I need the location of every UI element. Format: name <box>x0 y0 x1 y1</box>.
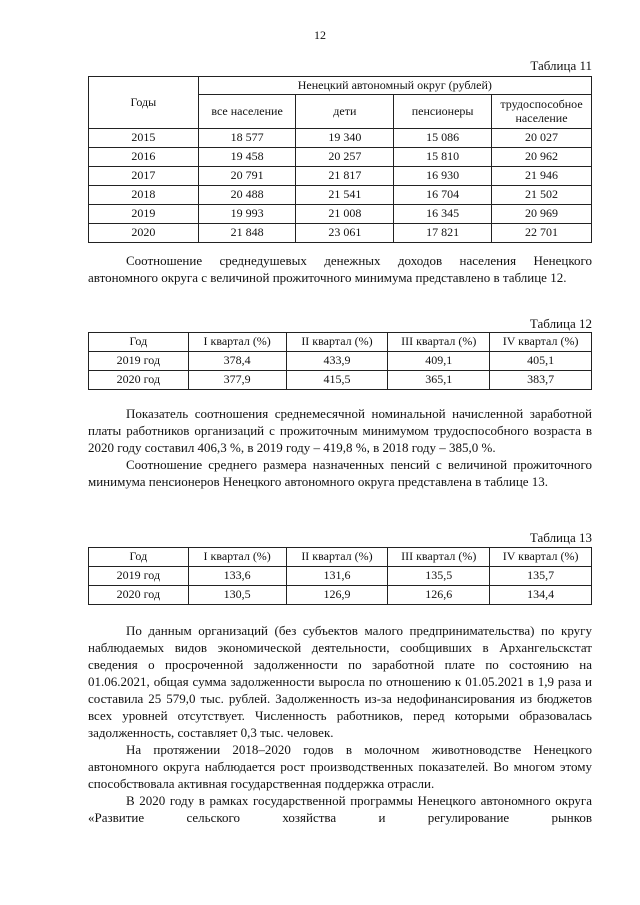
value-cell: 415,5 <box>286 371 388 390</box>
value-cell: 131,6 <box>286 567 388 586</box>
table-13 <box>88 547 592 605</box>
col-header: все население <box>198 95 296 129</box>
value-cell: 20 027 <box>492 129 592 148</box>
value-cell: 433,9 <box>286 352 388 371</box>
table-row <box>89 224 592 243</box>
value-cell: 19 458 <box>198 148 296 167</box>
paragraph-1: Соотношение среднедушевых денежных доходов населения Ненецкого автономного округа с величиной прожиточного минимума представлено в таблице 12. <box>88 253 592 285</box>
table-row <box>89 567 592 586</box>
value-cell: 133,6 <box>188 567 286 586</box>
table-12 <box>88 332 592 390</box>
group-header: Ненецкий автономный округ (рублей) <box>198 77 591 95</box>
year-cell: 2020 <box>89 224 199 243</box>
year-cell: 2018 <box>89 186 199 205</box>
value-cell: 134,4 <box>490 586 592 605</box>
col-header: I квартал (%) <box>188 548 286 567</box>
col-header: IV квартал (%) <box>490 333 592 352</box>
table-row <box>89 205 592 224</box>
value-cell: 22 701 <box>492 224 592 243</box>
page-number: 12 <box>314 28 326 42</box>
value-cell: 18 577 <box>198 129 296 148</box>
year-cell: 2019 год <box>89 352 189 371</box>
table-row <box>89 167 592 186</box>
table-11 <box>88 76 592 243</box>
value-cell: 21 946 <box>492 167 592 186</box>
table13-caption: Таблица 13 <box>529 530 592 545</box>
value-cell: 20 488 <box>198 186 296 205</box>
value-cell: 15 086 <box>394 129 492 148</box>
col-years-header: Годы <box>89 77 199 129</box>
value-cell: 126,9 <box>286 586 388 605</box>
col-header: Год <box>89 548 189 567</box>
value-cell: 126,6 <box>388 586 490 605</box>
value-cell: 17 821 <box>394 224 492 243</box>
col-header: II квартал (%) <box>286 548 388 567</box>
value-cell: 16 345 <box>394 205 492 224</box>
col-header: пенсионеры <box>394 95 492 129</box>
value-cell: 405,1 <box>490 352 592 371</box>
paragraph-3: По данным организаций (без субъектов малого предпринимательства) по кругу наблюдаемых видов экономической деятельности, сообщивших в Архангельскстат сведения о просроченной задолженности по заработной плате по состоянию на 01.06.2021, общая сумма задолженности выросла по отношению к 01.05.2021 в 1,9 раза и составила 25 579,0 тыс. рублей. Задолженность из-за недофинансирования из бюджетов всех уровней отсутствует. Численность работников, перед которыми образовалась задолженность, составляет 0,3 тыс. человек. На протяжении 2018–2020 годов в молочном животноводстве Ненецкого автономного округа наблюдается рост производственных показателей. Во многом этому способствовала активная государственная поддержка отрасли. В 2020 году в рамках государственной программы Ненецкого автономного округа «Развитие сельского хозяйства и регулирование рынков <box>88 623 592 825</box>
col-header: Год <box>89 333 189 352</box>
value-cell: 21 541 <box>296 186 394 205</box>
value-cell: 21 848 <box>198 224 296 243</box>
value-cell: 23 061 <box>296 224 394 243</box>
value-cell: 135,5 <box>388 567 490 586</box>
table-row <box>89 129 592 148</box>
table11-caption: Таблица 11 <box>530 58 592 73</box>
table-row <box>89 148 592 167</box>
year-cell: 2016 <box>89 148 199 167</box>
value-cell: 135,7 <box>490 567 592 586</box>
value-cell: 365,1 <box>388 371 490 390</box>
value-cell: 377,9 <box>188 371 286 390</box>
year-cell: 2015 <box>89 129 199 148</box>
table12-caption: Таблица 12 <box>529 316 592 331</box>
col-header: IV квартал (%) <box>490 548 592 567</box>
table-row <box>89 586 592 605</box>
table-row <box>89 352 592 371</box>
table-row <box>89 371 592 390</box>
value-cell: 21 502 <box>492 186 592 205</box>
value-cell: 378,4 <box>188 352 286 371</box>
value-cell: 383,7 <box>490 371 592 390</box>
year-cell: 2019 <box>89 205 199 224</box>
value-cell: 20 257 <box>296 148 394 167</box>
value-cell: 21 008 <box>296 205 394 224</box>
table-row <box>89 186 592 205</box>
col-header: I квартал (%) <box>188 333 286 352</box>
value-cell: 16 704 <box>394 186 492 205</box>
year-cell: 2019 год <box>89 567 189 586</box>
col-header: III квартал (%) <box>388 333 490 352</box>
col-header: дети <box>296 95 394 129</box>
value-cell: 20 962 <box>492 148 592 167</box>
value-cell: 19 340 <box>296 129 394 148</box>
col-header: II квартал (%) <box>286 333 388 352</box>
year-cell: 2020 год <box>89 371 189 390</box>
value-cell: 16 930 <box>394 167 492 186</box>
value-cell: 409,1 <box>388 352 490 371</box>
value-cell: 15 810 <box>394 148 492 167</box>
col-header: трудоспособное население <box>492 95 592 129</box>
col-header: III квартал (%) <box>388 548 490 567</box>
year-cell: 2020 год <box>89 586 189 605</box>
year-cell: 2017 <box>89 167 199 186</box>
value-cell: 21 817 <box>296 167 394 186</box>
value-cell: 130,5 <box>188 586 286 605</box>
value-cell: 20 791 <box>198 167 296 186</box>
value-cell: 20 969 <box>492 205 592 224</box>
paragraph-2: Показатель соотношения среднемесячной номинальной начисленной заработной платы работников организаций с прожиточным минимумом трудоспособного возраста в 2020 году составил 406,3 %, в 2019 году – 419,8 %, в 2018 году – 385,0 %. Соотношение среднего размера назначенных пенсий с величиной прожиточного минимума пенсионеров Ненецкого автономного округа представлена в таблице 13. <box>88 406 592 489</box>
value-cell: 19 993 <box>198 205 296 224</box>
